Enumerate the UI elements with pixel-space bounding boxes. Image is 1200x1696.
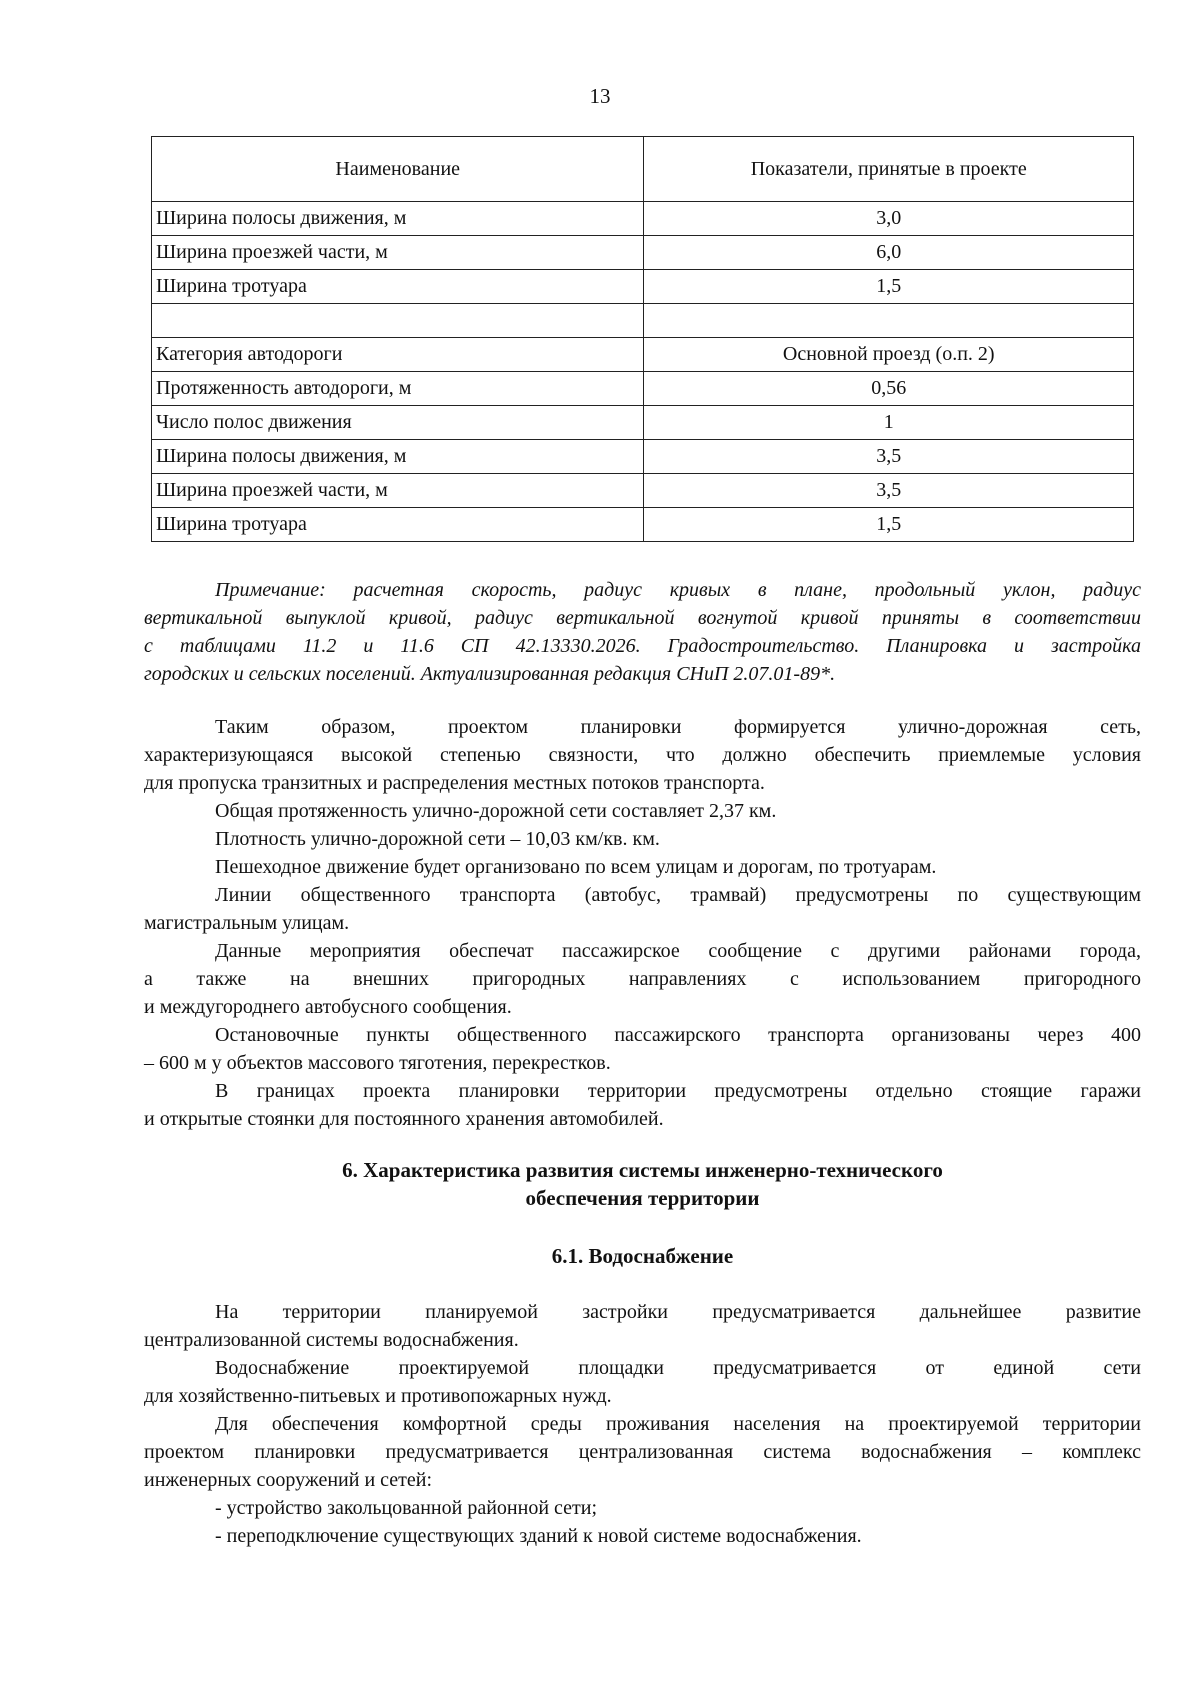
road-network-text <box>144 713 1141 1133</box>
section-6-heading <box>144 1156 1141 1212</box>
parameter-name-cell: Ширина тротуара <box>152 270 644 304</box>
parameter-name-cell: Ширина тротуара <box>152 508 644 542</box>
text-line: – 600 м у объектов массового тяготения, перекрестков. <box>144 1052 611 1074</box>
parameter-value-cell: 1,5 <box>644 270 1134 304</box>
table-row <box>152 304 1134 338</box>
section-6-heading-line2: обеспечения территории <box>525 1186 760 1210</box>
note-line: с таблицами 11.2 и 11.6 СП 42.13330.2026. Градостроительство. Планировка и застройка <box>144 635 1141 657</box>
paragraph <box>144 797 1141 825</box>
parameter-value-cell: 1 <box>644 406 1134 440</box>
note-line: Примечание: расчетная скорость, радиус кривых в плане, продольный уклон, радиус <box>215 579 1141 601</box>
parameters-table <box>151 136 1134 542</box>
parameter-name-cell: Ширина полосы движения, м <box>152 440 644 474</box>
text-line: - устройство закольцованной районной сети; <box>215 1497 598 1519</box>
parameter-name-cell: Категория автодороги <box>152 338 644 372</box>
paragraph <box>144 1494 1141 1522</box>
paragraph <box>144 937 1141 1021</box>
paragraph <box>144 713 1141 797</box>
parameter-value-cell: Основной проезд (о.п. 2) <box>644 338 1134 372</box>
text-line: централизованной системы водоснабжения. <box>144 1329 519 1351</box>
parameter-name-cell: Протяженность автодороги, м <box>152 372 644 406</box>
parameter-value-cell: 6,0 <box>644 236 1134 270</box>
water-supply-text <box>144 1298 1141 1550</box>
text-line: и междугороднего автобусного сообщения. <box>144 996 512 1018</box>
column-header-values: Показатели, принятые в проекте <box>644 137 1134 202</box>
note-line: городских и сельских поселений. Актуализированная редакция СНиП 2.07.01-89*. <box>144 663 836 685</box>
parameter-value-cell: 3,5 <box>644 440 1134 474</box>
text-line: характеризующаяся высокой степенью связности, что должно обеспечить приемлемые условия <box>144 744 1141 766</box>
parameter-name-cell: Ширина проезжей части, м <box>152 474 644 508</box>
text-line: Плотность улично-дорожной сети – 10,03 км/кв. км. <box>215 828 660 850</box>
section-6-1-heading: 6.1. Водоснабжение <box>551 1244 734 1268</box>
text-line: Общая протяженность улично-дорожной сети составляет 2,37 км. <box>215 800 777 822</box>
text-line: а также на внешних пригородных направлениях с использованием пригородного <box>144 968 1141 990</box>
paragraph <box>144 825 1141 853</box>
table-row <box>152 338 1134 372</box>
text-line: Для обеспечения комфортной среды проживания населения на проектируемой территории <box>215 1413 1141 1435</box>
column-header-name: Наименование <box>152 137 644 202</box>
parameter-name-cell <box>152 304 644 338</box>
paragraph <box>144 1021 1141 1077</box>
text-line: Таким образом, проектом планировки формируется улично-дорожная сеть, <box>215 716 1141 738</box>
paragraph <box>144 1077 1141 1133</box>
table-row <box>152 474 1134 508</box>
parameter-name-cell: Ширина полосы движения, м <box>152 202 644 236</box>
text-line: для хозяйственно-питьевых и противопожарных нужд. <box>144 1385 612 1407</box>
table-row <box>152 270 1134 304</box>
text-line: и открытые стоянки для постоянного хранения автомобилей. <box>144 1108 664 1130</box>
table-body <box>152 202 1134 542</box>
text-line: Пешеходное движение будет организовано по всем улицам и дорогам, по тротуарам. <box>215 856 937 878</box>
parameter-value-cell <box>644 304 1134 338</box>
paragraph <box>144 1522 1141 1550</box>
text-line: инженерных сооружений и сетей: <box>144 1469 433 1491</box>
text-line: магистральным улицам. <box>144 912 350 934</box>
parameter-name-cell: Ширина проезжей части, м <box>152 236 644 270</box>
text-line: Водоснабжение проектируемой площадки предусматривается от единой сети <box>215 1357 1141 1379</box>
parameter-value-cell: 3,0 <box>644 202 1134 236</box>
table-row <box>152 508 1134 542</box>
text-line: Линии общественного транспорта (автобус, трамвай) предусмотрены по существующим <box>215 884 1141 906</box>
note-line: вертикальной выпуклой кривой, радиус вертикальной вогнутой кривой приняты в соответствии <box>144 607 1141 629</box>
table-row <box>152 440 1134 474</box>
text-line: В границах проекта планировки территории предусмотрены отдельно стоящие гаражи <box>215 1080 1141 1102</box>
table-row <box>152 406 1134 440</box>
text-line: проектом планировки предусматривается централизованная система водоснабжения – комплекс <box>144 1441 1141 1463</box>
text-line: Остановочные пункты общественного пассажирского транспорта организованы через 400 <box>215 1024 1141 1046</box>
table-row <box>152 372 1134 406</box>
text-line: На территории планируемой застройки предусматривается дальнейшее развитие <box>215 1301 1141 1323</box>
table-note <box>144 576 1141 688</box>
paragraph <box>144 881 1141 937</box>
parameter-value-cell: 3,5 <box>644 474 1134 508</box>
section-6-heading-line1: 6. Характеристика развития системы инженерно-технического <box>342 1158 943 1182</box>
paragraph <box>144 1410 1141 1494</box>
text-line: - переподключение существующих зданий к новой системе водоснабжения. <box>215 1525 862 1547</box>
paragraph <box>144 1298 1141 1354</box>
parameter-value-cell: 0,56 <box>644 372 1134 406</box>
parameter-name-cell: Число полос движения <box>152 406 644 440</box>
paragraph <box>144 853 1141 881</box>
table-row <box>152 202 1134 236</box>
text-line: Данные мероприятия обеспечат пассажирское сообщение с другими районами города, <box>215 940 1141 962</box>
text-line: для пропуска транзитных и распределения местных потоков транспорта. <box>144 772 765 794</box>
table-header-row <box>152 137 1134 202</box>
parameter-value-cell: 1,5 <box>644 508 1134 542</box>
paragraph <box>144 1354 1141 1410</box>
table-row <box>152 236 1134 270</box>
page-number: 13 <box>589 84 611 108</box>
